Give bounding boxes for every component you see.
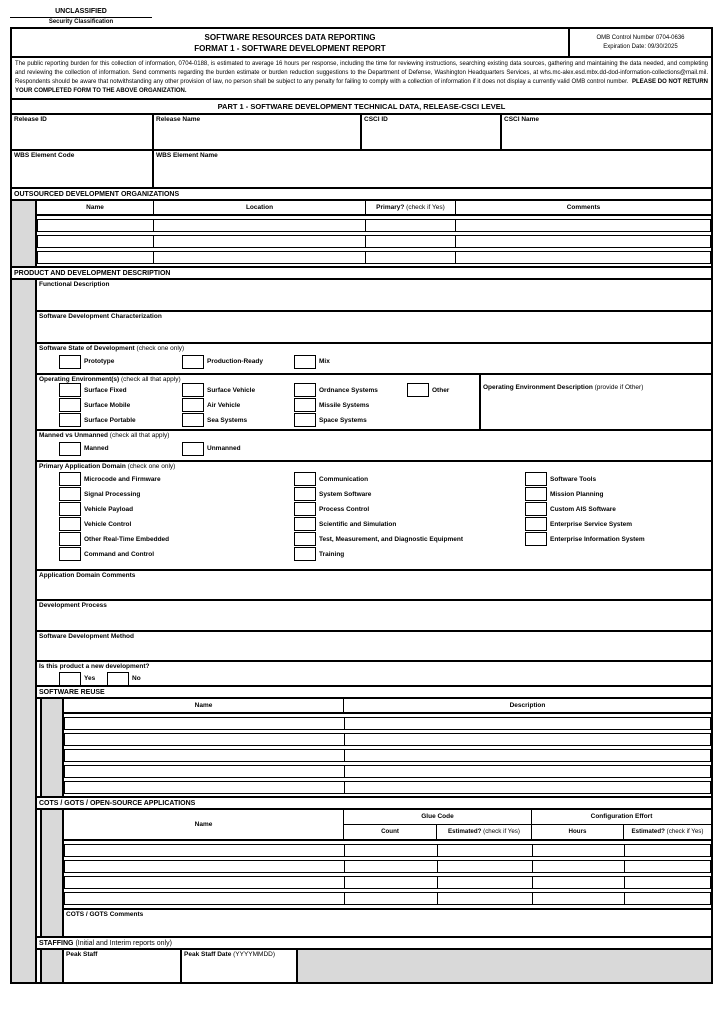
outsourced-row: [37, 251, 711, 264]
primary-application-domain-hint: (check one only): [127, 462, 176, 470]
outsourced-header-primary: [366, 201, 456, 214]
cots-name-cell[interactable]: [65, 893, 345, 904]
operating-environment-label: [39, 376, 477, 383]
outsourced-section-title: OUTSOURCED DEVELOPMENT ORGANIZATIONS: [12, 189, 711, 201]
staffing-section-title: [37, 938, 711, 950]
checkbox-ordnance-systems[interactable]: [294, 383, 316, 397]
security-classification-block: [10, 8, 152, 25]
peak-staff-date-field[interactable]: [182, 950, 298, 982]
cots-hours-cell[interactable]: [533, 861, 625, 872]
reuse-section-title: SOFTWARE REUSE: [37, 687, 711, 699]
manned-vs-unmanned-hint: (check all that apply): [109, 431, 170, 439]
cots-row: [64, 844, 711, 857]
option-signal-processing: [59, 487, 294, 502]
outsourced-table-body: [37, 201, 711, 266]
classification-caption: Security Classification: [48, 19, 114, 25]
option-vehicle-payload: [59, 502, 294, 517]
development-process-label: Development Process: [39, 601, 107, 609]
checkbox-communication[interactable]: [294, 472, 316, 486]
csci-id-field[interactable]: [362, 115, 502, 149]
wbs-element-name-label: WBS Element Name: [156, 151, 218, 159]
option-ordnance-systems-label: Ordnance Systems: [319, 386, 378, 394]
new-development-group: [37, 662, 711, 687]
checkbox-enterprise-service-system[interactable]: [525, 517, 547, 531]
cots-header-config-estimated-hint: (check if Yes): [666, 828, 704, 836]
option-mission-planning: [525, 487, 603, 502]
option-no-label: No: [132, 675, 141, 683]
software-state-label: [39, 345, 709, 352]
operating-environment-description-field[interactable]: [479, 375, 711, 429]
peak-staff-label: Peak Staff: [66, 950, 98, 958]
cots-section-title: COTS / GOTS / OPEN-SOURCE APPLICATIONS: [37, 798, 711, 810]
outsourced-header-name: Name: [37, 201, 154, 214]
wbs-element-name-field[interactable]: [154, 151, 711, 187]
checkbox-other-environment[interactable]: [407, 383, 429, 397]
option-enterprise-information-system-label: Enterprise Information System: [550, 535, 645, 543]
part1-title: PART 1 - SOFTWARE DEVELOPMENT TECHNICAL DATA, RELEASE-CSCI LEVEL: [12, 100, 711, 115]
reuse-row: [64, 717, 711, 730]
option-surface-vehicle: [182, 383, 294, 398]
app-domain-row-6: [39, 547, 709, 562]
checkbox-other-real-time-embedded[interactable]: [59, 532, 81, 546]
checkbox-command-and-control[interactable]: [59, 547, 81, 561]
checkbox-surface-vehicle[interactable]: [182, 383, 204, 397]
option-microcode-firmware: [59, 472, 294, 487]
outsourced-table-header: [37, 201, 711, 216]
option-surface-portable-label: Surface Portable: [84, 416, 136, 424]
option-space-systems: [294, 413, 407, 428]
software-state-of-development-group: [37, 344, 711, 375]
cots-header-config-estimated: [624, 825, 711, 839]
cots-glue-estimated-cell[interactable]: [438, 845, 533, 856]
wbs-element-code-label: WBS Element Code: [14, 151, 75, 159]
cots-hours-cell[interactable]: [533, 845, 625, 856]
reuse-description-cell[interactable]: [345, 766, 710, 777]
outsourced-location-cell[interactable]: [154, 236, 366, 247]
operating-environment-label-text: Operating Environment(s): [39, 375, 120, 383]
checkbox-process-control[interactable]: [294, 502, 316, 516]
option-mix-label: Mix: [319, 358, 330, 366]
cots-config-estimated-cell[interactable]: [625, 893, 710, 904]
cots-config-estimated-cell[interactable]: [625, 861, 710, 872]
peak-staff-field[interactable]: [64, 950, 182, 982]
manned-vs-unmanned-label: [39, 432, 709, 439]
release-csci-row: [12, 115, 711, 151]
checkbox-microcode-firmware[interactable]: [59, 472, 81, 486]
outsourced-comments-cell[interactable]: [456, 252, 710, 263]
reuse-row: [64, 781, 711, 794]
form-title-row: [12, 29, 711, 58]
outsourced-primary-cell[interactable]: [366, 252, 456, 263]
cots-header-subcolumns: [344, 825, 711, 839]
app-domain-row-3: [39, 502, 709, 517]
option-other-real-time-embedded-label: Other Real-Time Embedded: [84, 535, 170, 543]
option-custom-ais-software: [525, 502, 616, 517]
checkbox-production-ready[interactable]: [182, 355, 204, 369]
peak-staff-date-label: Peak Staff Date: [184, 950, 232, 958]
option-sea-systems-label: Sea Systems: [207, 416, 248, 424]
app-domain-row-4: [39, 517, 709, 532]
reuse-header-name: Name: [64, 699, 344, 712]
cots-gutter: [40, 810, 64, 936]
software-dev-characterization-label: Software Development Characterization: [39, 312, 162, 320]
outsourced-primary-cell[interactable]: [366, 236, 456, 247]
cots-header-right: [344, 810, 711, 839]
option-test-measurement-diagnostic-label: Test, Measurement, and Diagnostic Equipment: [319, 535, 463, 543]
option-process-control-label: Process Control: [319, 505, 370, 513]
option-software-tools: [525, 472, 596, 487]
option-scientific-simulation: [294, 517, 525, 532]
option-command-and-control: [59, 547, 294, 562]
checkbox-prototype[interactable]: [59, 355, 81, 369]
option-other-real-time-embedded: [59, 532, 294, 547]
checkbox-surface-fixed[interactable]: [59, 383, 81, 397]
op-env-row-3: [39, 413, 477, 428]
reuse-name-cell[interactable]: [65, 734, 345, 745]
option-enterprise-service-system: [525, 517, 632, 532]
software-state-label-text: Software State of Development: [39, 344, 135, 352]
csci-id-label: CSCI ID: [364, 115, 388, 123]
checkbox-no[interactable]: [107, 672, 129, 686]
option-vehicle-control: [59, 517, 294, 532]
new-development-options: [39, 672, 709, 686]
cots-glue-estimated-cell[interactable]: [438, 861, 533, 872]
checkbox-mission-planning[interactable]: [525, 487, 547, 501]
manned-vs-unmanned-group: [37, 431, 711, 462]
burden-statement: [12, 58, 711, 100]
cots-count-cell[interactable]: [345, 877, 438, 888]
outsourced-header-comments: Comments: [566, 203, 601, 211]
cots-header-groups: [344, 810, 711, 825]
outsourced-header-primary-hint: (check if Yes): [406, 203, 445, 211]
form-title-line2: FORMAT 1 - SOFTWARE DEVELOPMENT REPORT: [194, 44, 386, 54]
manned-options: [39, 442, 709, 456]
cots-header-count: Count: [344, 825, 437, 839]
operating-environment-description-hint: (provide if Other): [594, 383, 644, 391]
product-gutter: [12, 280, 37, 982]
cots-header-glue-estimated: [437, 825, 532, 839]
reuse-row: [64, 765, 711, 778]
option-enterprise-service-system-label: Enterprise Service System: [550, 520, 633, 528]
cots-table: [37, 810, 711, 938]
burden-text: The public reporting burden for this collection of information, 0704-0188, is estimated to average 16 hours per response, including the time for reviewing instructions, searching existing data sources, gathering and maintaining the data needed, and completing and reviewing the collection of information. Send comments regarding the burden estimate or burden reduction suggestions to the Department of Defense, Washington Headquarters Services, at whs.mc-alex.esd.mbx.dd-dod-information-collections@mail.mil. Respondents should be aware that notwithstanding any other provision of law, no person shall be subject to any penalty for failing to comply with a collection of information if it does not display a currently valid OMB control number.: [15, 61, 708, 86]
staffing-gutter: [40, 950, 64, 982]
option-signal-processing-label: Signal Processing: [84, 490, 141, 498]
outsourced-location-cell[interactable]: [154, 220, 366, 231]
checkbox-custom-ais-software[interactable]: [525, 502, 547, 516]
csci-name-field[interactable]: [502, 115, 711, 149]
cots-row: [64, 876, 711, 889]
application-domain-comments-label: Application Domain Comments: [39, 571, 136, 579]
outsourced-row: [37, 235, 711, 248]
app-domain-row-5: [39, 532, 709, 547]
option-scientific-simulation-label: Scientific and Simulation: [319, 520, 397, 528]
outsourced-location-cell[interactable]: [154, 252, 366, 263]
option-ordnance-systems: [294, 383, 407, 398]
option-yes-label: Yes: [84, 675, 96, 683]
option-process-control: [294, 502, 525, 517]
csci-name-label: CSCI Name: [504, 115, 540, 123]
operating-environment-options: [37, 375, 479, 429]
manned-vs-unmanned-label-text: Manned vs Unmanned: [39, 431, 108, 439]
reuse-gutter: [40, 699, 64, 796]
option-surface-mobile-label: Surface Mobile: [84, 401, 131, 409]
cots-name-cell[interactable]: [65, 861, 345, 872]
option-system-software-label: System Software: [319, 490, 372, 498]
reuse-name-cell[interactable]: [65, 766, 345, 777]
staffing-title-hint: (Initial and Interim reports only): [75, 939, 172, 947]
cots-header-configuration-effort: Configuration Effort: [590, 813, 653, 821]
product-section-title: PRODUCT AND DEVELOPMENT DESCRIPTION: [12, 268, 711, 280]
option-training-label: Training: [319, 550, 345, 558]
checkbox-enterprise-information-system[interactable]: [525, 532, 547, 546]
cots-header-glue-estimated-label: Estimated?: [448, 828, 482, 836]
reuse-table-body: [64, 699, 711, 796]
option-unmanned-label: Unmanned: [207, 445, 241, 453]
cots-comments-label: COTS / GOTS Comments: [66, 910, 144, 918]
option-other-environment: [407, 383, 449, 398]
reuse-header-description: Description: [509, 701, 546, 709]
option-yes: [59, 672, 107, 686]
option-surface-mobile: [59, 398, 182, 413]
option-mission-planning-label: Mission Planning: [550, 490, 604, 498]
checkbox-surface-portable[interactable]: [59, 413, 81, 427]
burden-notice: PLEASE DO NOT RETURN YOUR COMPLETED FORM TO THE ABOVE ORGANIZATION.: [15, 79, 708, 94]
checkbox-space-systems[interactable]: [294, 413, 316, 427]
option-test-measurement-diagnostic: [294, 532, 525, 547]
op-env-row-1: [39, 383, 477, 398]
option-custom-ais-software-label: Custom AIS Software: [550, 505, 616, 513]
primary-application-domain-group: [37, 462, 711, 571]
checkbox-test-measurement-diagnostic[interactable]: [294, 532, 316, 546]
reuse-table: [37, 699, 711, 798]
option-surface-portable: [59, 413, 182, 428]
application-domain-comments-field[interactable]: [37, 571, 711, 601]
classification-value: UNCLASSIFIED: [10, 8, 152, 18]
cots-count-cell[interactable]: [345, 893, 438, 904]
reuse-description-cell[interactable]: [345, 734, 710, 745]
option-space-systems-label: Space Systems: [319, 416, 367, 424]
cots-header-glue-code: Glue Code: [344, 810, 532, 824]
reuse-name-cell[interactable]: [65, 718, 345, 729]
checkbox-training[interactable]: [294, 547, 316, 561]
cots-glue-estimated-cell[interactable]: [438, 893, 533, 904]
cots-config-estimated-cell[interactable]: [625, 877, 710, 888]
option-command-and-control-label: Command and Control: [84, 550, 155, 558]
outsourced-row: [37, 219, 711, 232]
omb-expiration-date: Expiration Date: 09/30/2025: [603, 43, 678, 50]
option-production-ready: [182, 355, 294, 369]
outsourced-name-cell[interactable]: [38, 252, 154, 263]
op-env-row-2: [39, 398, 477, 413]
release-name-field[interactable]: [154, 115, 362, 149]
outsourced-comments-cell[interactable]: [456, 236, 710, 247]
operating-environment-description-label-text: Operating Environment Description: [483, 383, 593, 391]
reuse-description-cell[interactable]: [345, 750, 710, 761]
option-air-vehicle-label: Air Vehicle: [207, 401, 241, 409]
option-unmanned: [182, 442, 241, 456]
option-enterprise-information-system: [525, 532, 645, 547]
option-communication-label: Communication: [319, 475, 369, 483]
operating-environment-hint: (check all that apply): [121, 375, 181, 383]
checkbox-yes[interactable]: [59, 672, 81, 686]
cots-count-cell[interactable]: [345, 861, 438, 872]
cots-glue-estimated-cell[interactable]: [438, 877, 533, 888]
checkbox-vehicle-payload[interactable]: [59, 502, 81, 516]
primary-application-domain-label: [39, 463, 709, 470]
cots-name-cell[interactable]: [65, 845, 345, 856]
outsourced-comments-cell[interactable]: [456, 220, 710, 231]
option-communication: [294, 472, 525, 487]
option-system-software: [294, 487, 525, 502]
functional-description-field[interactable]: [37, 280, 711, 312]
checkbox-surface-mobile[interactable]: [59, 398, 81, 412]
cots-header-hours: Hours: [532, 825, 624, 839]
option-manned: [59, 442, 182, 456]
product-section: [12, 280, 711, 982]
option-prototype: [59, 355, 182, 369]
checkbox-manned[interactable]: [59, 442, 81, 456]
cots-comments-field[interactable]: [64, 908, 711, 934]
operating-environment-description-label: [483, 384, 643, 391]
software-development-method-field[interactable]: [37, 632, 711, 662]
option-other-environment-label: Other: [432, 386, 450, 394]
functional-description-label: Functional Description: [39, 280, 110, 288]
wbs-row: [12, 151, 711, 189]
option-air-vehicle: [182, 398, 294, 413]
cots-header-name: Name: [64, 810, 344, 839]
outsourced-table: [12, 201, 711, 268]
checkbox-signal-processing[interactable]: [59, 487, 81, 501]
option-sea-systems: [182, 413, 294, 428]
option-vehicle-payload-label: Vehicle Payload: [84, 505, 134, 513]
primary-application-domain-label-text: Primary Application Domain: [39, 462, 126, 470]
reuse-name-cell[interactable]: [65, 782, 345, 793]
checkbox-missile-systems[interactable]: [294, 398, 316, 412]
cots-hours-cell[interactable]: [533, 893, 625, 904]
cots-row: [64, 860, 711, 873]
form-title: [12, 29, 568, 56]
reuse-name-cell[interactable]: [65, 750, 345, 761]
form-title-line1: SOFTWARE RESOURCES DATA REPORTING: [204, 33, 376, 42]
software-state-hint: (check one only): [136, 344, 185, 352]
app-domain-row-2: [39, 487, 709, 502]
option-production-ready-label: Production-Ready: [207, 358, 263, 366]
option-missile-systems-label: Missile Systems: [319, 401, 370, 409]
checkbox-software-tools[interactable]: [525, 472, 547, 486]
option-surface-fixed-label: Surface Fixed: [84, 386, 127, 394]
checkbox-system-software[interactable]: [294, 487, 316, 501]
outsourced-name-cell[interactable]: [38, 236, 154, 247]
release-name-label: Release Name: [156, 115, 201, 123]
software-development-method-label: Software Development Method: [39, 632, 134, 640]
checkbox-sea-systems[interactable]: [182, 413, 204, 427]
option-no: [107, 672, 141, 686]
option-training: [294, 547, 525, 562]
reuse-table-header: [64, 699, 711, 714]
checkbox-unmanned[interactable]: [182, 442, 204, 456]
cots-header-glue-estimated-hint: (check if Yes): [483, 828, 520, 836]
checkbox-vehicle-control[interactable]: [59, 517, 81, 531]
checkbox-mix[interactable]: [294, 355, 316, 369]
cots-hours-cell[interactable]: [533, 877, 625, 888]
staffing-filler: [298, 950, 711, 982]
release-id-label: Release ID: [14, 115, 47, 123]
reuse-description-cell[interactable]: [345, 718, 710, 729]
cots-header-config-estimated-label: Estimated?: [631, 828, 665, 836]
product-content: [37, 280, 711, 982]
software-state-options: [39, 355, 709, 369]
cots-row: [64, 892, 711, 905]
release-id-field[interactable]: [12, 115, 154, 149]
outsourced-name-cell[interactable]: [38, 220, 154, 231]
reuse-row: [64, 749, 711, 762]
option-missile-systems: [294, 398, 407, 413]
staffing-title-text: STAFFING: [39, 939, 74, 947]
form-body: [10, 27, 713, 984]
omb-control-box: [568, 29, 711, 56]
option-manned-label: Manned: [84, 445, 109, 453]
development-process-field[interactable]: [37, 601, 711, 632]
cots-config-estimated-cell[interactable]: [625, 845, 710, 856]
outsourced-gutter: [12, 201, 37, 266]
option-vehicle-control-label: Vehicle Control: [84, 520, 132, 528]
app-domain-row-1: [39, 472, 709, 487]
option-surface-fixed: [59, 383, 182, 398]
new-development-label: Is this product a new development?: [39, 662, 150, 670]
option-prototype-label: Prototype: [84, 358, 115, 366]
software-dev-characterization-field[interactable]: [37, 312, 711, 344]
option-mix: [294, 355, 330, 369]
checkbox-scientific-simulation[interactable]: [294, 517, 316, 531]
reuse-description-cell[interactable]: [345, 782, 710, 793]
outsourced-header-primary-label: Primary?: [376, 203, 405, 211]
cots-table-body: [64, 810, 711, 936]
staffing-row: [37, 950, 711, 982]
option-software-tools-label: Software Tools: [550, 475, 597, 483]
option-microcode-firmware-label: Microcode and Firmware: [84, 475, 161, 483]
peak-staff-date-hint: (YYYYMMDD): [233, 950, 276, 958]
cots-name-cell[interactable]: [65, 877, 345, 888]
outsourced-header-location: Location: [154, 201, 366, 214]
option-surface-vehicle-label: Surface Vehicle: [207, 386, 256, 394]
checkbox-air-vehicle[interactable]: [182, 398, 204, 412]
operating-environment-group: [37, 375, 711, 431]
cots-count-cell[interactable]: [345, 845, 438, 856]
cots-table-header: [64, 810, 711, 841]
wbs-element-code-field[interactable]: [12, 151, 154, 187]
reuse-row: [64, 733, 711, 746]
outsourced-primary-cell[interactable]: [366, 220, 456, 231]
omb-control-number: OMB Control Number 0704-0636: [596, 34, 685, 41]
